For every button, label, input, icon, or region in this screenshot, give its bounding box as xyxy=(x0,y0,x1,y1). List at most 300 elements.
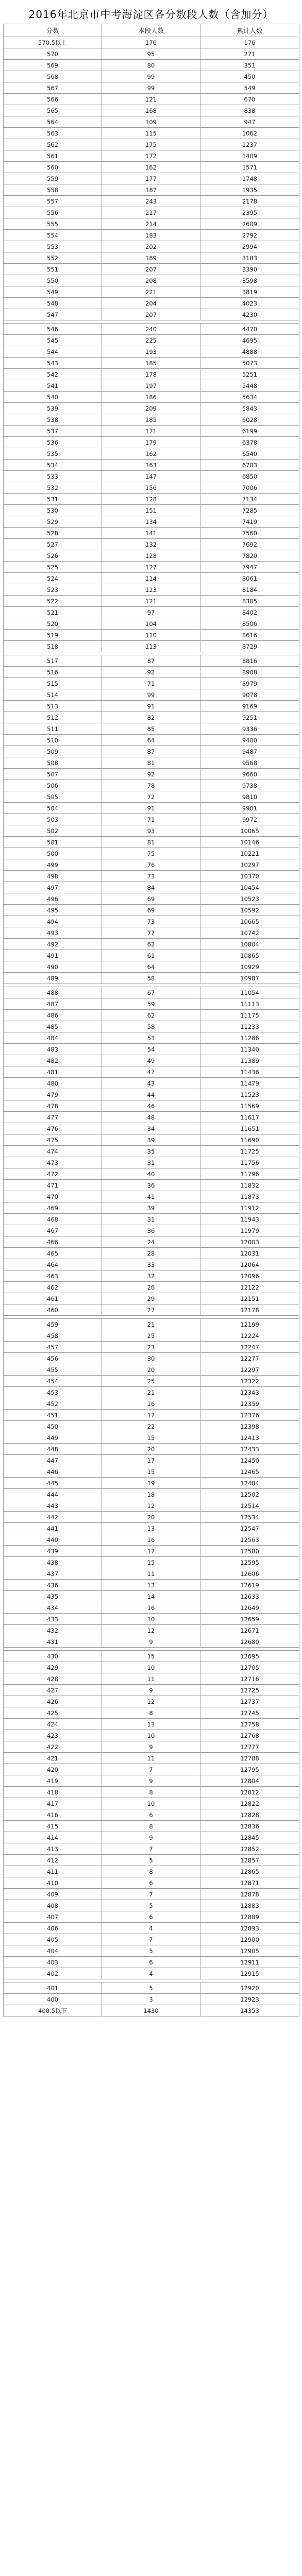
segment-count-cell: 209 xyxy=(102,403,200,414)
cumulative-count-cell: 11479 xyxy=(200,1078,299,1089)
table-row xyxy=(4,82,299,94)
table-header-row xyxy=(4,24,299,37)
cumulative-count-cell: 12514 xyxy=(200,1500,299,1512)
table-row xyxy=(4,1044,299,1055)
cumulative-count-cell: 9251 xyxy=(200,712,299,723)
table-row xyxy=(4,916,299,927)
cumulative-count-cell: 12580 xyxy=(200,1546,299,1557)
segment-count-cell: 5 xyxy=(102,1982,200,1994)
score-cell: 471 xyxy=(4,1180,102,1191)
segment-count-cell: 110 xyxy=(102,630,200,641)
cumulative-count-cell: 11233 xyxy=(200,1021,299,1032)
table-row xyxy=(4,1191,299,1202)
cumulative-count-cell: 11113 xyxy=(200,998,299,1010)
score-cell: 452 xyxy=(4,1398,102,1410)
cumulative-count-cell: 8816 xyxy=(200,655,299,667)
score-cell: 510 xyxy=(4,735,102,746)
score-cell: 421 xyxy=(4,1753,102,1764)
table-row xyxy=(4,769,299,780)
cumulative-count-cell: 4230 xyxy=(200,309,299,320)
segment-count-cell: 28 xyxy=(102,1248,200,1259)
table-row xyxy=(4,973,299,984)
segment-count-cell: 87 xyxy=(102,655,200,667)
table-row xyxy=(4,939,299,950)
cumulative-count-cell: 12343 xyxy=(200,1387,299,1398)
table-row xyxy=(4,1010,299,1021)
score-cell: 469 xyxy=(4,1202,102,1214)
table-row xyxy=(4,1696,299,1707)
table-row xyxy=(4,1248,299,1259)
cumulative-count-cell: 11054 xyxy=(200,987,299,998)
score-cell: 499 xyxy=(4,859,102,871)
segment-count-cell: 99 xyxy=(102,71,200,82)
cumulative-count-cell: 11340 xyxy=(200,1044,299,1055)
cumulative-count-cell: 176 xyxy=(200,37,299,48)
segment-count-cell: 22 xyxy=(102,1421,200,1432)
cumulative-count-cell: 271 xyxy=(200,48,299,60)
table-row xyxy=(4,105,299,116)
cumulative-count-cell: 2178 xyxy=(200,196,299,207)
table-row xyxy=(4,1625,299,1636)
segment-count-cell: 147 xyxy=(102,471,200,482)
cumulative-count-cell: 1062 xyxy=(200,128,299,139)
segment-count-cell: 20 xyxy=(102,1444,200,1455)
segment-count-cell: 186 xyxy=(102,392,200,403)
table-row xyxy=(4,358,299,369)
segment-count-cell: 39 xyxy=(102,1134,200,1146)
segment-count-cell: 21 xyxy=(102,1319,200,1330)
segment-count-cell: 127 xyxy=(102,562,200,573)
segment-count-cell: 243 xyxy=(102,196,200,207)
page-title: 2016年北京市中考海淀区各分数段人数（含加分） xyxy=(28,8,274,21)
segment-count-cell: 9 xyxy=(102,1741,200,1753)
cumulative-count-cell: 10742 xyxy=(200,927,299,939)
table-row xyxy=(4,837,299,848)
cumulative-count-cell: 11979 xyxy=(200,1225,299,1236)
table-row xyxy=(4,1123,299,1134)
score-cell: 501 xyxy=(4,837,102,848)
score-cell: 549 xyxy=(4,286,102,298)
table-row xyxy=(4,1270,299,1282)
table-row xyxy=(4,814,299,825)
segment-count-cell: 162 xyxy=(102,162,200,173)
cumulative-count-cell: 12359 xyxy=(200,1398,299,1410)
segment-count-cell: 121 xyxy=(102,94,200,105)
score-cell: 542 xyxy=(4,369,102,380)
table-row xyxy=(4,1330,299,1342)
score-cell: 500 xyxy=(4,848,102,859)
cumulative-count-cell: 8184 xyxy=(200,584,299,596)
table-row xyxy=(4,286,299,298)
table-row xyxy=(4,207,299,218)
score-cell: 557 xyxy=(4,196,102,207)
table-row xyxy=(4,1202,299,1214)
cumulative-count-cell: 12606 xyxy=(200,1568,299,1580)
cumulative-count-cell: 8061 xyxy=(200,573,299,584)
score-cell: 422 xyxy=(4,1741,102,1753)
table-row xyxy=(4,1214,299,1225)
segment-count-cell: 6 xyxy=(102,1877,200,1889)
segment-count-cell: 109 xyxy=(102,116,200,128)
table-row xyxy=(4,562,299,573)
cumulative-count-cell: 12224 xyxy=(200,1330,299,1342)
cumulative-count-cell: 12777 xyxy=(200,1741,299,1753)
table-row xyxy=(4,403,299,414)
score-cell: 451 xyxy=(4,1410,102,1421)
segment-count-cell: 171 xyxy=(102,426,200,437)
score-cell: 545 xyxy=(4,335,102,346)
segment-count-cell: 47 xyxy=(102,1066,200,1078)
cumulative-count-cell: 12725 xyxy=(200,1685,299,1696)
table-row xyxy=(4,437,299,448)
score-cell: 540 xyxy=(4,392,102,403)
table-row xyxy=(4,196,299,207)
cumulative-count-cell: 12122 xyxy=(200,1282,299,1293)
segment-count-cell: 8 xyxy=(102,1707,200,1719)
table-row xyxy=(4,426,299,437)
score-cell: 424 xyxy=(4,1719,102,1730)
cumulative-count-cell: 5843 xyxy=(200,403,299,414)
cumulative-count-cell: 12247 xyxy=(200,1342,299,1353)
segment-count-cell: 69 xyxy=(102,893,200,905)
segment-count-cell: 207 xyxy=(102,309,200,320)
score-cell: 567 xyxy=(4,82,102,94)
table-row xyxy=(4,460,299,471)
table-row xyxy=(4,1775,299,1787)
segment-count-cell: 187 xyxy=(102,184,200,196)
cumulative-count-cell: 12737 xyxy=(200,1696,299,1707)
score-cell: 461 xyxy=(4,1293,102,1304)
score-cell: 532 xyxy=(4,482,102,494)
cumulative-count-cell: 4888 xyxy=(200,346,299,358)
score-cell: 509 xyxy=(4,746,102,757)
cumulative-count-cell: 6540 xyxy=(200,448,299,460)
segment-count-cell: 62 xyxy=(102,939,200,950)
cumulative-count-cell: 7820 xyxy=(200,550,299,562)
cumulative-count-cell: 12534 xyxy=(200,1512,299,1523)
table-row xyxy=(4,1319,299,1330)
cumulative-count-cell: 12911 xyxy=(200,1957,299,1968)
header-cumulative-count: 累计人数 xyxy=(200,24,299,37)
cumulative-count-cell: 9901 xyxy=(200,803,299,814)
cumulative-count-cell: 11389 xyxy=(200,1055,299,1066)
table-row xyxy=(4,1410,299,1421)
cumulative-count-cell: 8979 xyxy=(200,678,299,689)
score-cell: 419 xyxy=(4,1775,102,1787)
cumulative-count-cell: 12883 xyxy=(200,1900,299,1911)
segment-count-cell: 82 xyxy=(102,712,200,723)
score-cell: 404 xyxy=(4,1945,102,1957)
score-cell: 523 xyxy=(4,584,102,596)
score-cell: 566 xyxy=(4,94,102,105)
table-row xyxy=(4,1523,299,1534)
segment-count-cell: 128 xyxy=(102,550,200,562)
segment-count-cell: 177 xyxy=(102,173,200,184)
score-cell: 478 xyxy=(4,1100,102,1112)
score-cell: 482 xyxy=(4,1055,102,1066)
score-cell: 475 xyxy=(4,1134,102,1146)
segment-count-cell: 85 xyxy=(102,723,200,735)
cumulative-count-cell: 9400 xyxy=(200,735,299,746)
table-row xyxy=(4,264,299,275)
segment-count-cell: 91 xyxy=(102,803,200,814)
table-row xyxy=(4,1146,299,1157)
table-row xyxy=(4,803,299,814)
table-row xyxy=(4,905,299,916)
table-row xyxy=(4,667,299,678)
score-cell: 494 xyxy=(4,916,102,927)
segment-count-cell: 9 xyxy=(102,1832,200,1843)
score-cell: 479 xyxy=(4,1089,102,1100)
cumulative-count-cell: 12199 xyxy=(200,1319,299,1330)
score-cell: 455 xyxy=(4,1364,102,1376)
cumulative-count-cell: 1571 xyxy=(200,162,299,173)
table-row xyxy=(4,1855,299,1866)
score-cell: 531 xyxy=(4,494,102,505)
score-cell: 530 xyxy=(4,505,102,516)
segment-count-cell: 214 xyxy=(102,218,200,230)
cumulative-count-cell: 3598 xyxy=(200,275,299,286)
score-cell: 511 xyxy=(4,723,102,735)
table-row xyxy=(4,859,299,871)
segment-count-cell: 1430 xyxy=(102,2005,200,2016)
score-cell: 416 xyxy=(4,1809,102,1821)
score-cell: 559 xyxy=(4,173,102,184)
table-row xyxy=(4,275,299,286)
table-row xyxy=(4,689,299,701)
cumulative-count-cell: 6850 xyxy=(200,471,299,482)
score-cell: 512 xyxy=(4,712,102,723)
segment-count-cell: 8 xyxy=(102,1821,200,1832)
segment-count-cell: 30 xyxy=(102,1353,200,1364)
table-row xyxy=(4,230,299,241)
cumulative-count-cell: 10592 xyxy=(200,905,299,916)
segment-count-cell: 43 xyxy=(102,1078,200,1089)
table-row xyxy=(4,1821,299,1832)
score-cell: 458 xyxy=(4,1330,102,1342)
cumulative-count-cell: 11175 xyxy=(200,1010,299,1021)
score-cell: 498 xyxy=(4,871,102,882)
score-cell: 464 xyxy=(4,1259,102,1270)
cumulative-count-cell: 12003 xyxy=(200,1236,299,1248)
segment-count-cell: 33 xyxy=(102,1259,200,1270)
cumulative-count-cell: 6703 xyxy=(200,460,299,471)
cumulative-count-cell: 2792 xyxy=(200,230,299,241)
segment-count-cell: 81 xyxy=(102,837,200,848)
segment-count-cell: 178 xyxy=(102,369,200,380)
segment-count-cell: 97 xyxy=(102,607,200,618)
table-row xyxy=(4,162,299,173)
score-cell: 472 xyxy=(4,1168,102,1180)
table-row xyxy=(4,1398,299,1410)
table-row xyxy=(4,1055,299,1066)
score-cell: 570.5以上 xyxy=(4,37,102,48)
score-cell: 449 xyxy=(4,1432,102,1444)
score-cell: 429 xyxy=(4,1662,102,1673)
table-row xyxy=(4,392,299,403)
segment-count-cell: 204 xyxy=(102,298,200,309)
segment-count-cell: 12 xyxy=(102,1625,200,1636)
table-row xyxy=(4,1900,299,1911)
table-row xyxy=(4,893,299,905)
score-cell: 426 xyxy=(4,1696,102,1707)
score-cell: 546 xyxy=(4,324,102,335)
score-cell: 462 xyxy=(4,1282,102,1293)
cumulative-count-cell: 12277 xyxy=(200,1353,299,1364)
score-cell: 522 xyxy=(4,596,102,607)
segment-count-cell: 185 xyxy=(102,414,200,426)
cumulative-count-cell: 12857 xyxy=(200,1855,299,1866)
cumulative-count-cell: 549 xyxy=(200,82,299,94)
table-row xyxy=(4,218,299,230)
cumulative-count-cell: 1409 xyxy=(200,150,299,162)
score-cell: 489 xyxy=(4,973,102,984)
segment-count-cell: 7 xyxy=(102,1764,200,1775)
table-row xyxy=(4,116,299,128)
cumulative-count-cell: 4470 xyxy=(200,324,299,335)
table-row xyxy=(4,1500,299,1512)
cumulative-count-cell: 2395 xyxy=(200,207,299,218)
score-cell: 403 xyxy=(4,1957,102,1968)
table-row xyxy=(4,1994,299,2005)
cumulative-count-cell: 7947 xyxy=(200,562,299,573)
table-row xyxy=(4,2005,299,2016)
score-cell: 428 xyxy=(4,1673,102,1685)
segment-count-cell: 59 xyxy=(102,998,200,1010)
segment-count-cell: 18 xyxy=(102,1489,200,1500)
cumulative-count-cell: 10665 xyxy=(200,916,299,927)
cumulative-count-cell: 12547 xyxy=(200,1523,299,1534)
score-cell: 539 xyxy=(4,403,102,414)
segment-count-cell: 23 xyxy=(102,1342,200,1353)
score-cell: 558 xyxy=(4,184,102,196)
score-cell: 519 xyxy=(4,630,102,641)
cumulative-count-cell: 9336 xyxy=(200,723,299,735)
table-row xyxy=(4,1866,299,1877)
table-row xyxy=(4,414,299,426)
score-cell: 565 xyxy=(4,105,102,116)
segment-count-cell: 217 xyxy=(102,207,200,218)
table-row xyxy=(4,961,299,973)
segment-count-cell: 163 xyxy=(102,460,200,471)
cumulative-count-cell: 9487 xyxy=(200,746,299,757)
table-row xyxy=(4,780,299,791)
segment-count-cell: 16 xyxy=(102,1602,200,1614)
score-cell: 414 xyxy=(4,1832,102,1843)
table-row xyxy=(4,1568,299,1580)
cumulative-count-cell: 9169 xyxy=(200,701,299,712)
table-row xyxy=(4,1364,299,1376)
cumulative-count-cell: 11286 xyxy=(200,1032,299,1044)
table-row xyxy=(4,1741,299,1753)
segment-count-cell: 36 xyxy=(102,1225,200,1236)
score-cell: 435 xyxy=(4,1591,102,1602)
cumulative-count-cell: 12450 xyxy=(200,1455,299,1466)
score-cell: 443 xyxy=(4,1500,102,1512)
score-cell: 561 xyxy=(4,150,102,162)
segment-count-cell: 62 xyxy=(102,1010,200,1021)
table-row xyxy=(4,128,299,139)
segment-count-cell: 172 xyxy=(102,150,200,162)
table-row xyxy=(4,482,299,494)
segment-count-cell: 7 xyxy=(102,1889,200,1900)
score-cell: 507 xyxy=(4,769,102,780)
cumulative-count-cell: 12788 xyxy=(200,1753,299,1764)
table-row xyxy=(4,1512,299,1523)
score-cell: 409 xyxy=(4,1889,102,1900)
cumulative-count-cell: 12465 xyxy=(200,1466,299,1478)
cumulative-count-cell: 12413 xyxy=(200,1432,299,1444)
score-cell: 450 xyxy=(4,1421,102,1432)
score-cell: 555 xyxy=(4,218,102,230)
segment-count-cell: 15 xyxy=(102,1557,200,1568)
score-cell: 444 xyxy=(4,1489,102,1500)
cumulative-count-cell: 12865 xyxy=(200,1866,299,1877)
segment-count-cell: 73 xyxy=(102,916,200,927)
table-row xyxy=(4,324,299,335)
table-row xyxy=(4,37,299,48)
cumulative-count-cell: 12297 xyxy=(200,1364,299,1376)
score-cell: 432 xyxy=(4,1625,102,1636)
cumulative-count-cell: 12484 xyxy=(200,1478,299,1489)
cumulative-count-cell: 10804 xyxy=(200,939,299,950)
cumulative-count-cell: 7692 xyxy=(200,539,299,550)
score-cell: 552 xyxy=(4,252,102,264)
segment-count-cell: 26 xyxy=(102,1282,200,1293)
segment-count-cell: 21 xyxy=(102,1387,200,1398)
table-row xyxy=(4,1889,299,1900)
cumulative-count-cell: 11832 xyxy=(200,1180,299,1191)
score-cell: 521 xyxy=(4,607,102,618)
score-cell: 460 xyxy=(4,1304,102,1316)
score-cell: 448 xyxy=(4,1444,102,1455)
table-row xyxy=(4,1685,299,1696)
table-row xyxy=(4,1673,299,1685)
score-cell: 535 xyxy=(4,448,102,460)
table-row xyxy=(4,71,299,82)
table-row xyxy=(4,1945,299,1957)
score-cell: 476 xyxy=(4,1123,102,1134)
cumulative-count-cell: 10146 xyxy=(200,837,299,848)
segment-count-cell: 128 xyxy=(102,494,200,505)
table-row xyxy=(4,573,299,584)
segment-count-cell: 13 xyxy=(102,1580,200,1591)
table-row xyxy=(4,641,299,652)
cumulative-count-cell: 11756 xyxy=(200,1157,299,1168)
score-cell: 438 xyxy=(4,1557,102,1568)
cumulative-count-cell: 12822 xyxy=(200,1798,299,1809)
cumulative-count-cell: 11690 xyxy=(200,1134,299,1146)
cumulative-count-cell: 10454 xyxy=(200,882,299,893)
segment-count-cell: 208 xyxy=(102,275,200,286)
score-cell: 463 xyxy=(4,1270,102,1282)
segment-count-cell: 71 xyxy=(102,678,200,689)
score-cell: 431 xyxy=(4,1636,102,1648)
score-cell: 492 xyxy=(4,939,102,950)
cumulative-count-cell: 7419 xyxy=(200,516,299,528)
table-row xyxy=(4,369,299,380)
cumulative-count-cell: 12758 xyxy=(200,1719,299,1730)
segment-count-cell: 104 xyxy=(102,618,200,630)
cumulative-count-cell: 12633 xyxy=(200,1591,299,1602)
table-row xyxy=(4,1112,299,1123)
score-cell: 486 xyxy=(4,1010,102,1021)
table-row xyxy=(4,596,299,607)
segment-count-cell: 17 xyxy=(102,1546,200,1557)
cumulative-count-cell: 5251 xyxy=(200,369,299,380)
cumulative-count-cell: 12695 xyxy=(200,1651,299,1662)
cumulative-count-cell: 12795 xyxy=(200,1764,299,1775)
